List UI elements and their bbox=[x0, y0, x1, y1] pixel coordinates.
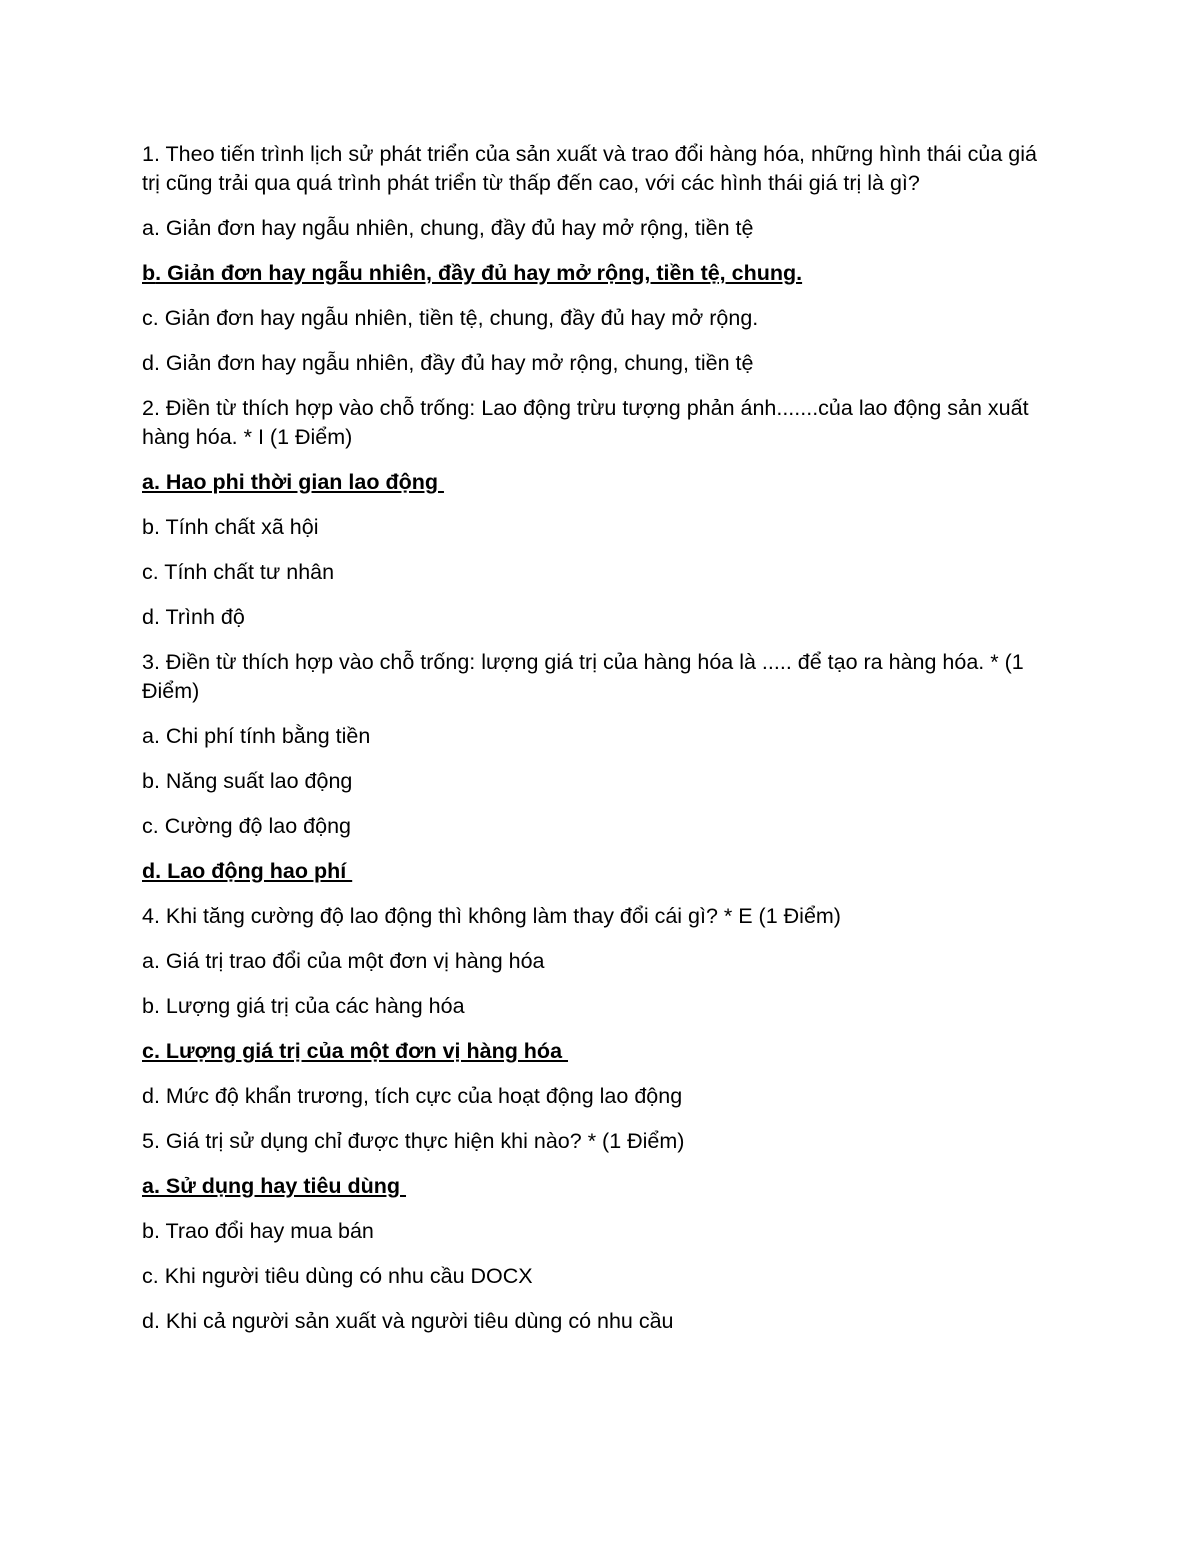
option-2d: d. Trình độ bbox=[142, 605, 245, 629]
option-4b: b. Lượng giá trị của các hàng hóa bbox=[142, 994, 465, 1018]
option-4d: d. Mức độ khẩn trương, tích cực của hoạt động lao động bbox=[142, 1084, 683, 1108]
option-3d-correct: d. Lao động hao phí bbox=[142, 859, 353, 883]
option-3c: c. Cường độ lao động bbox=[142, 814, 351, 838]
option-4a: a. Giá trị trao đổi của một đơn vị hàng hóa bbox=[142, 949, 545, 973]
question-5: 5. Giá trị sử dụng chỉ được thực hiện khi nào? * (1 Điểm) bbox=[142, 1129, 685, 1153]
option-1b-text: . Giản đơn hay ngẫu nhiên, đầy đủ hay mở rộng, tiền tệ, chung. bbox=[155, 261, 803, 285]
option-5a-correct: a. Sử dụng hay tiêu dùng bbox=[142, 1174, 407, 1198]
question-3: 3. Điền từ thích hợp vào chỗ trống: lượng giá trị của hàng hóa là ..... để tạo ra hàng hóa. * (1 Điểm) bbox=[142, 650, 1030, 703]
option-1a: a. Giản đơn hay ngẫu nhiên, chung, đầy đủ hay mở rộng, tiền tệ bbox=[142, 216, 754, 240]
option-5c: c. Khi người tiêu dùng có nhu cầu DOCX bbox=[142, 1264, 533, 1288]
option-1b-correct bbox=[142, 259, 1052, 288]
option-2a-correct: a. Hao phi thời gian lao động bbox=[142, 470, 444, 494]
question-2: 2. Điền từ thích hợp vào chỗ trống: Lao động trừu tượng phản ánh.......của lao động sản xuất hàng hóa. * I (1 Điểm) bbox=[142, 396, 1035, 449]
question-1: 1. Theo tiến trình lịch sử phát triển của sản xuất và trao đổi hàng hóa, những hình thái của giá trị cũng trải qua quá trình phát triển từ thấp đến cao, với các hình thái giá trị là gì? bbox=[142, 142, 1043, 195]
option-3b: b. Năng suất lao động bbox=[142, 769, 353, 793]
document-page bbox=[142, 140, 1052, 1352]
option-4c-correct: c. Lượng giá trị của một đơn vị hàng hóa bbox=[142, 1039, 569, 1063]
option-2b: b. Tính chất xã hội bbox=[142, 515, 319, 539]
option-3a: a. Chi phí tính bằng tiền bbox=[142, 724, 371, 748]
question-4: 4. Khi tăng cường độ lao động thì không làm thay đổi cái gì? * E (1 Điểm) bbox=[142, 904, 841, 928]
option-1c: c. Giản đơn hay ngẫu nhiên, tiền tệ, chung, đầy đủ hay mở rộng. bbox=[142, 306, 759, 330]
option-2c: c. Tính chất tư nhân bbox=[142, 560, 335, 584]
option-1d: d. Giản đơn hay ngẫu nhiên, đầy đủ hay mở rộng, chung, tiền tệ bbox=[142, 351, 754, 375]
option-5d: d. Khi cả người sản xuất và người tiêu dùng có nhu cầu bbox=[142, 1309, 674, 1333]
option-1b-letter: b bbox=[142, 261, 156, 285]
option-5b: b. Trao đổi hay mua bán bbox=[142, 1219, 374, 1243]
